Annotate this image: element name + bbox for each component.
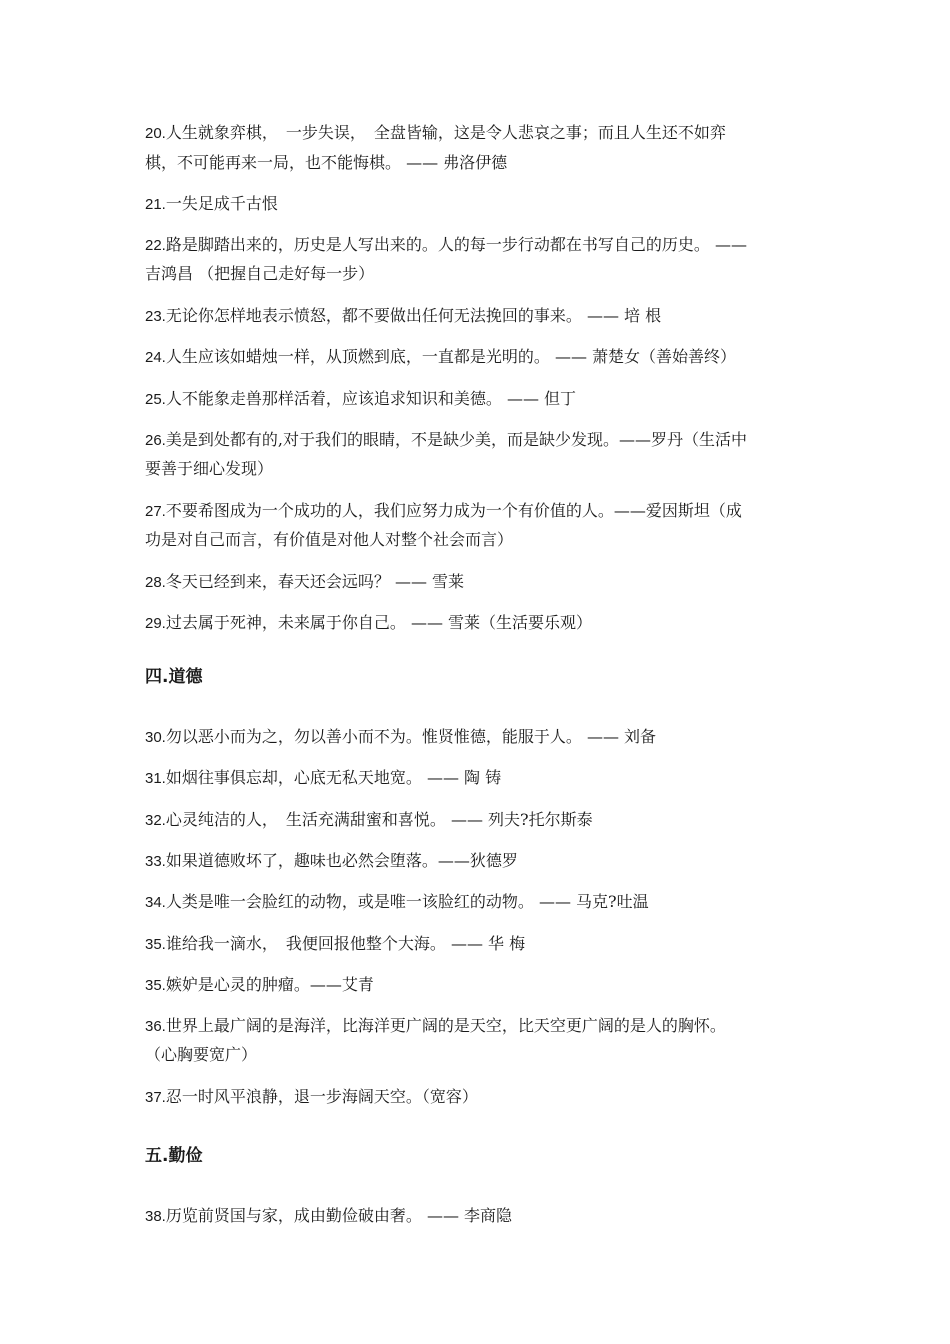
- quote-line: 29.过去属于死神，未来属于你自己。 —— 雪莱（生活要乐观）: [145, 613, 593, 632]
- quote-line: 功是对自己而言，有价值是对他人对整个社会而言）: [145, 530, 514, 549]
- quote-line: 24.人生应该如蜡烛一样，从顶燃到底，一直都是光明的。 —— 萧楚女（善始善终）: [145, 347, 737, 366]
- quote-line: 28.冬天已经到来，春天还会远吗？ —— 雪莱: [145, 572, 465, 591]
- quote-line: 35.谁给我一滴水， 我便回报他整个大海。 —— 华 梅: [145, 934, 526, 953]
- quote-line: 30.勿以恶小而为之，勿以善小而不为。惟贤惟德，能服于人。 —— 刘备: [145, 727, 657, 746]
- quote-line: 要善于细心发现）: [145, 459, 274, 478]
- quote-line: 20.人生就象弈棋， 一步失误， 全盘皆输，这是令人悲哀之事；而且人生还不如弈: [145, 123, 726, 142]
- quote-line: 23.无论你怎样地表示愤怒，都不要做出任何无法挽回的事来。 —— 培 根: [145, 306, 662, 325]
- quote-line: 吉鸿昌 （把握自己走好每一步）: [145, 264, 375, 283]
- section-heading: 四.道德: [145, 667, 203, 687]
- quote-line: 32.心灵纯洁的人， 生活充满甜蜜和喜悦。 —— 列夫?托尔斯泰: [145, 810, 593, 829]
- quote-line: 31.如烟往事俱忘却，心底无私天地宽。 —— 陶 铸: [145, 768, 502, 787]
- quote-line: 36.世界上最广阔的是海洋，比海洋更广阔的是天空，比天空更广阔的是人的胸怀。: [145, 1016, 726, 1035]
- quote-line: 37.忍一时风平浪静，退一步海阔天空。（宽容）: [145, 1087, 478, 1106]
- quote-line: 26.美是到处都有的,对于我们的眼睛，不是缺少美，而是缺少发现。——罗丹（生活中: [145, 430, 747, 449]
- quote-line: 25.人不能象走兽那样活着，应该追求知识和美德。 —— 但丁: [145, 389, 577, 408]
- quote-line: （心胸要宽广）: [145, 1045, 258, 1064]
- quote-line: 棋，不可能再来一局，也不能悔棋。 —— 弗洛伊德: [145, 153, 508, 172]
- quote-line: 35.嫉妒是心灵的肿瘤。——艾青: [145, 975, 374, 994]
- quote-line: 38.历览前贤国与家，成由勤俭破由奢。 —— 李商隐: [145, 1206, 513, 1225]
- quote-line: 33.如果道德败坏了，趣味也必然会堕落。——狄德罗: [145, 851, 518, 870]
- quote-line: 34.人类是唯一会脸红的动物，或是唯一该脸红的动物。 —— 马克?吐温: [145, 892, 649, 911]
- quote-line: 21.一失足成千古恨: [145, 194, 278, 213]
- quote-line: 27.不要希图成为一个成功的人，我们应努力成为一个有价值的人。——爱因斯坦（成: [145, 501, 742, 520]
- quote-line: 22.路是脚踏出来的，历史是人写出来的。人的每一步行动都在书写自己的历史。 ——: [145, 235, 747, 254]
- section-heading: 五.勤俭: [145, 1146, 203, 1166]
